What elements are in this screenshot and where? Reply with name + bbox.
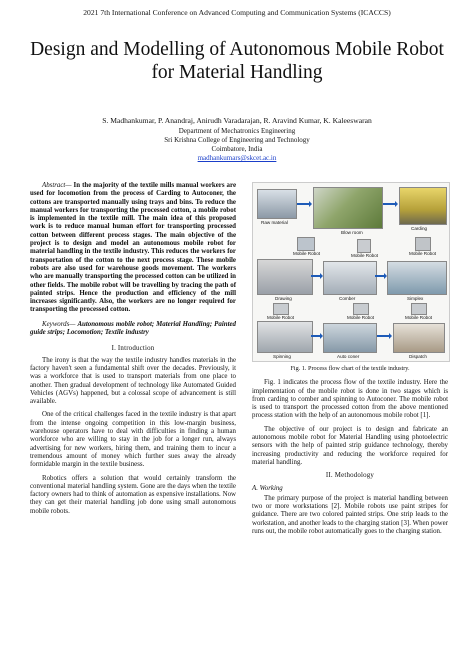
fig-label: Auto coner bbox=[337, 354, 360, 359]
subsection-heading-working: A. Working bbox=[252, 484, 283, 492]
abstract-label: Abstract— bbox=[42, 182, 72, 189]
right-paragraph-2: The objective of our project is to design and fabricate an autonomous mobile robot for Material Handling using photoelectric sensors with the help of painted strip guidance technology, thereby increasing productivity and reducing the workforce required for material handling. bbox=[252, 425, 448, 466]
fig-label: Mobile Robot bbox=[347, 315, 375, 320]
fig-label: Mobile Robot bbox=[293, 251, 321, 256]
flow-arrow bbox=[377, 335, 389, 337]
conference-header: 2021 7th International Conference on Advanced Computing and Communication Systems (ICACCS) bbox=[83, 8, 391, 17]
flow-arrow bbox=[297, 203, 309, 205]
fig-label: Carding bbox=[411, 226, 428, 231]
fig-label: Blow room bbox=[341, 230, 363, 235]
fig-label: Raw material bbox=[261, 220, 288, 225]
email-link[interactable]: madhankumars@skcet.ac.in bbox=[197, 154, 277, 162]
dispatch-photo bbox=[393, 323, 445, 353]
fig-label: Drawing bbox=[275, 296, 292, 301]
section-heading-methodology: II. Methodology bbox=[325, 472, 375, 480]
right-paragraph-1: Fig. 1 indicates the process flow of the textile industry. Here the implementation of the mobile robot is done in two stages which is from carding to comber and spinning to Autoconer. The mobile robot is used to transport the processed cotton from the above mentioned process station with the help of an autonomous mobile robot [1]. bbox=[252, 379, 448, 420]
affiliation-block bbox=[0, 127, 474, 163]
mobile-robot-photo bbox=[415, 237, 431, 251]
abstract-text: In the majority of the textile mills manual workers are used for locomotion from the process of Carding to Autoconer, the cottons are transported manually using trays and bins. To reduce the manual workers for transporting the processed cotton, a mobile robot is implemented in the textile mill. The main idea of this proposed work is to reduce manual human effort for transporting processed cotton between different process stages. The main objective of the project is to design and model an autonomous mobile robot for material handling in the textile industry. This reduces the workers for transportation of the cotton to the next process stage. These mobile robots are also used for warehouse goods movement. The workers who are manually transporting the processed cotton can be utilized in other fields. The mobile robot will be travelling by tracing the path of painted strips. Hence the production and efficiency of the mill increases significantly. Also, the workers are no longer required for transporting the processed cotton. bbox=[30, 182, 236, 314]
college: Sri Krishna College of Engineering and Technology bbox=[164, 136, 310, 144]
spinning-photo bbox=[257, 321, 313, 353]
right-paragraph-3: The primary purpose of the project is material handling between two or more workstations [2]. Mobile robots use paint stripes for guidance. There are two colored painted strips. One strip leads to the workstation, and another leads to the charging station [3]. When power runs out, the mobile robot automatically goes to the charging station. bbox=[252, 494, 448, 536]
fig-label: Mobile Robot bbox=[405, 315, 433, 320]
intro-paragraph-3: Robotics offers a solution that would certainly transform the conventional material handling system. Gone are the days when the textile factory owners had to think of automation as expensive installations. Now they can get their material handling job done using small autonomous mobile robots. bbox=[30, 474, 236, 515]
raw-material-photo bbox=[257, 189, 297, 219]
left-column bbox=[30, 182, 236, 521]
flow-arrow bbox=[383, 203, 395, 205]
abstract bbox=[30, 182, 236, 315]
simplex-photo bbox=[387, 261, 447, 295]
author-list: S. Madhankumar, P. Anandraj, Anirudh Varadarajan, R. Aravind Kumar, K. Kaleeswaran bbox=[102, 116, 372, 125]
drawing-photo bbox=[257, 259, 313, 295]
fig-label: Mobile Robot bbox=[351, 253, 379, 258]
blow-room-photo bbox=[313, 187, 383, 229]
keywords bbox=[30, 321, 236, 338]
department: Department of Mechatronics Engineering bbox=[178, 127, 296, 135]
fig-label: Simplex bbox=[407, 296, 424, 301]
figure-caption: Fig. 1. Process flow chart of the textile industry. bbox=[290, 365, 410, 372]
mobile-robot-photo bbox=[357, 239, 371, 253]
flow-arrow bbox=[311, 335, 320, 337]
section-heading-introduction: I. Introduction bbox=[111, 345, 155, 353]
intro-paragraph-1: The irony is that the way the textile industry handles materials in the factory haven't seen a fundamental shift over the decades. Previously, it was a workforce that is used to transport materials from one place to another. Then gradual development of technology like Automated Guided Vehicles (AGVs) happened, but a colossal scope of advancement is still available. bbox=[30, 356, 236, 406]
right-column bbox=[252, 182, 448, 541]
fig-label: Mobile Robot bbox=[409, 251, 437, 256]
fig-label: Dispatch bbox=[409, 354, 427, 359]
intro-paragraph-2: One of the critical challenges faced in the textile industry is that apart from the intense ongoing competition in this low-margin business, warehouse operators have to deal with difficulties in finding a human workforce who are willing to stay in the job for a longer run, always advertising for new workers, hiring them, and training them to incur a tremendous amount of money which further sues away the already formidable margin in the textile business. bbox=[30, 411, 236, 469]
carding-photo bbox=[399, 187, 447, 225]
process-flow-figure bbox=[252, 182, 450, 362]
paper-title: Design and Modelling of Autonomous Mobile Robot for Material Handling bbox=[30, 39, 444, 83]
auto-coner-photo bbox=[323, 323, 377, 353]
city: Coimbatore, India bbox=[211, 145, 263, 153]
flow-arrow bbox=[311, 275, 320, 277]
fig-label: Spinning bbox=[273, 354, 291, 359]
keywords-label: Keywords— bbox=[42, 320, 76, 328]
fig-label: Comber bbox=[339, 296, 356, 301]
keywords-text: Autonomous mobile robot; Material Handling; Painted guide strips; Locomotion; Textile industry bbox=[30, 320, 236, 337]
fig-label: Mobile Robot bbox=[267, 315, 295, 320]
mobile-robot-photo bbox=[297, 237, 315, 251]
comber-photo bbox=[323, 261, 377, 295]
flow-arrow bbox=[375, 275, 384, 277]
